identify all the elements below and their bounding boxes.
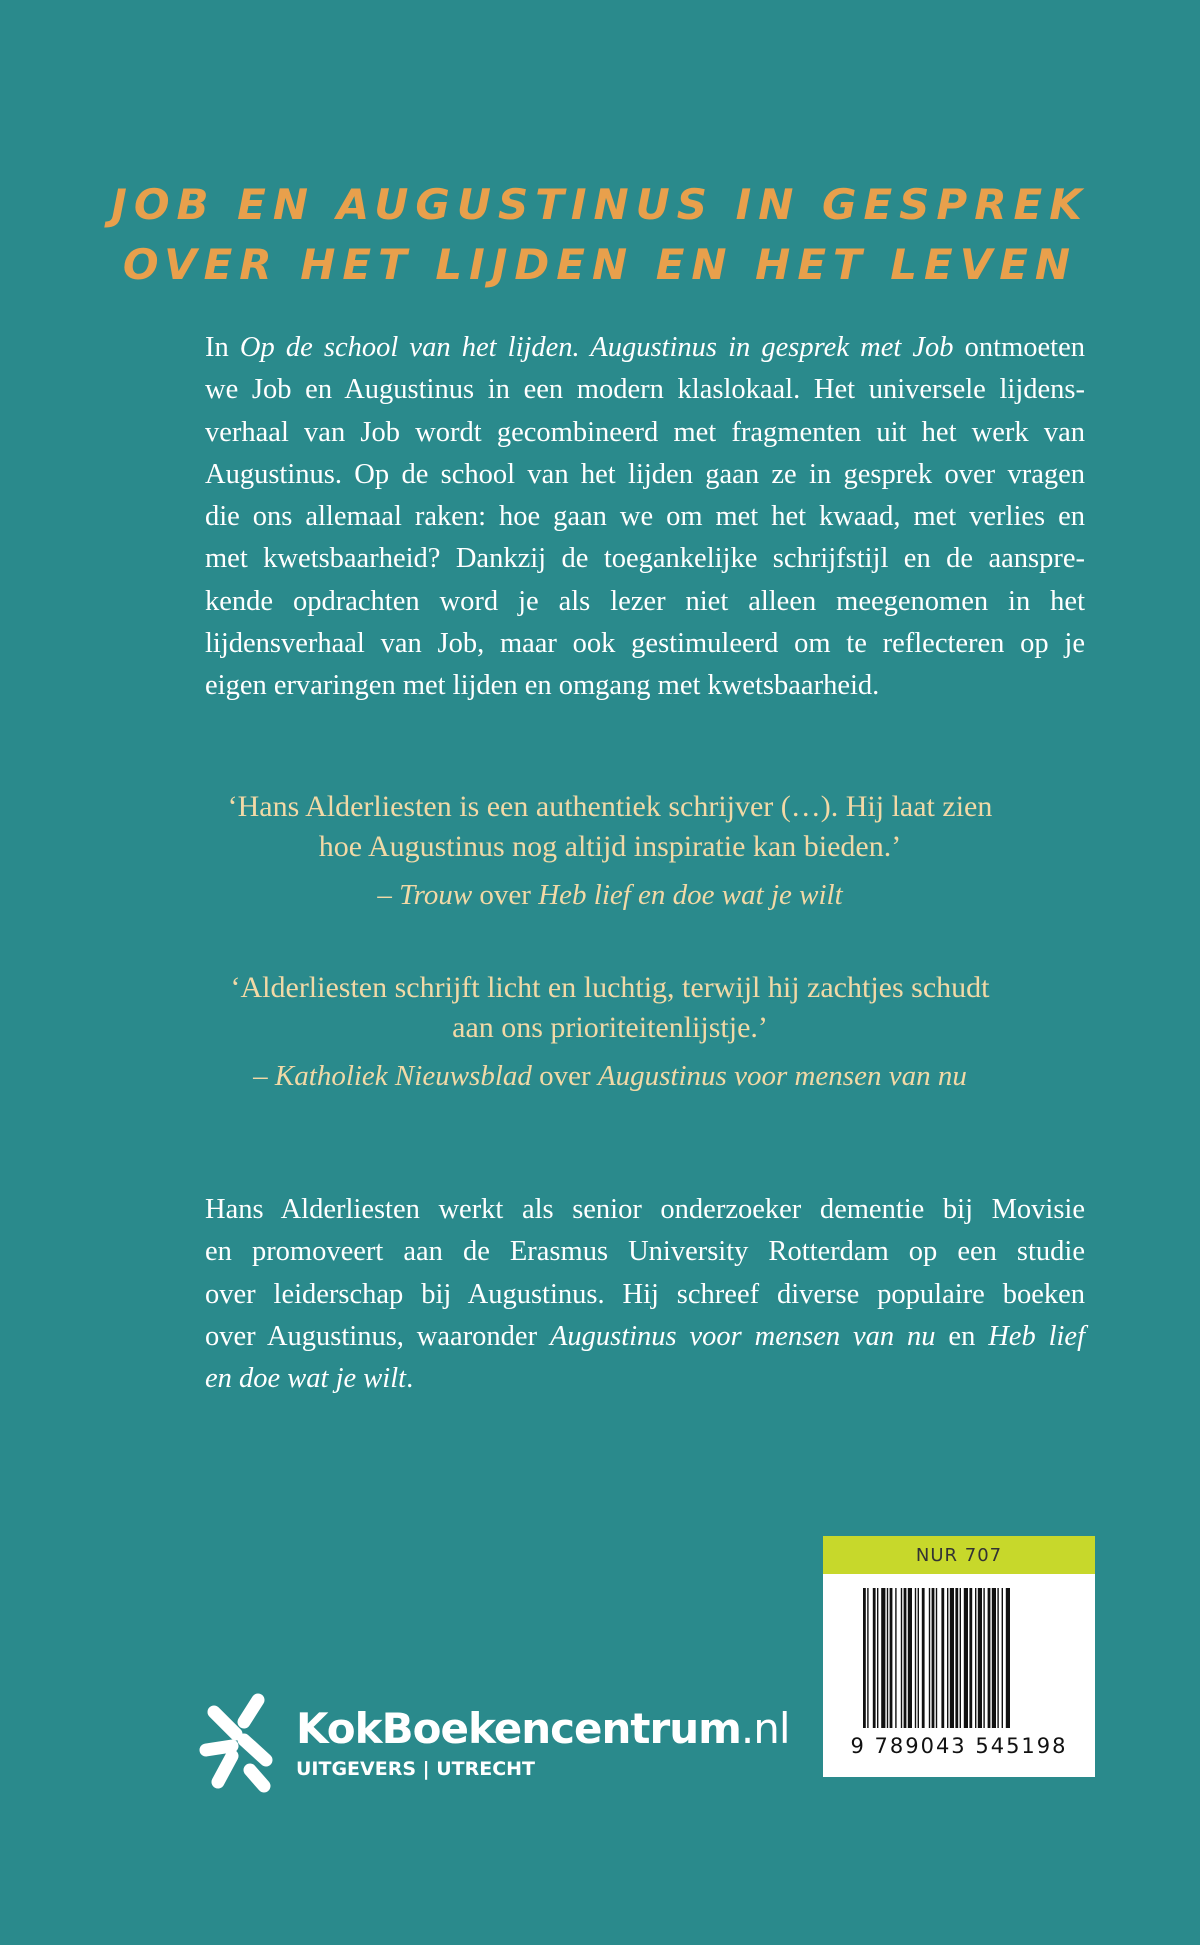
- barcode-bar: [932, 1588, 935, 1728]
- blurb-line: Augustinus. Op de school van het lijden gaan ze in gesprek over vragen: [205, 458, 1085, 490]
- quote-line: aan ons prioriteitenlijstje.’: [452, 1011, 768, 1044]
- barcode-bar: [964, 1588, 968, 1728]
- blurb-line: die ons allemaal raken: hoe gaan we om met het kwaad, met verlies en: [205, 501, 1085, 533]
- barcode-bar: [947, 1588, 948, 1728]
- barcode-bars: [863, 1588, 1063, 1728]
- barcode-bar: [941, 1588, 944, 1728]
- author-bio: [205, 1189, 1085, 1400]
- barcode-bar: [955, 1588, 958, 1728]
- barcode-bar: [960, 1588, 961, 1728]
- bio-line: en promoveert aan de Erasmus University Rotterdam op een studie: [205, 1236, 1085, 1268]
- barcode-bar: [936, 1588, 937, 1728]
- blurb-line: lijdensverhaal van Job, maar ook gestimuleerd om te reflecteren op je: [205, 628, 1085, 660]
- blurb-line: met kwetsbaarheid? Dankzij de toegankelijke schrijfstijl en de aanspre-: [205, 543, 1085, 575]
- barcode-bar: [877, 1588, 878, 1728]
- barcode-bar: [988, 1588, 991, 1728]
- bio-line: over leiderschap bij Augustinus. Hij schreef diverse populaire boeken: [205, 1278, 1085, 1310]
- bio-line: [205, 1316, 1085, 1358]
- book-title: Op de school van het lijden. Augustinus in gesprek met Job: [239, 332, 954, 363]
- barcode-bar: [918, 1588, 919, 1728]
- barcode-bar: [922, 1588, 925, 1728]
- attribution-dash: –: [253, 1060, 275, 1092]
- barcode-bar: [975, 1588, 976, 1728]
- headline-line-2: OVER HET LIJDEN EN HET LEVEN: [122, 240, 1078, 289]
- blurb-line: eigen ervaringen met lijden en omgang met kwetsbaarheid.: [205, 670, 880, 702]
- barcode-bar: [881, 1588, 885, 1728]
- attribution-source: Trouw: [399, 879, 473, 911]
- blurb-line: kende opdrachten word je als lezer niet alleen meegenomen in het: [205, 585, 1085, 617]
- quote-attribution: [0, 875, 1200, 915]
- quote-line: ‘Alderliesten schrijft licht en luchtig, terwijl hij zachtjes schudt: [230, 971, 990, 1004]
- bio-text: over Augustinus, waaronder: [205, 1320, 550, 1352]
- blurb-line: verhaal van Job wordt gecombineerd met fragmenten uit het werk van: [205, 416, 1085, 448]
- attribution-over: over: [472, 879, 539, 911]
- barcode-bar: [969, 1588, 972, 1728]
- barcode-bar: [992, 1588, 996, 1728]
- barcode-bar: [904, 1588, 907, 1728]
- bio-line: Hans Alderliesten werkt als senior onderzoeker dementie bij Movisie: [205, 1194, 1085, 1225]
- attribution-over: over: [531, 1060, 598, 1092]
- barcode: [823, 1574, 1095, 1777]
- attribution-title: Augustinus voor mensen van nu: [597, 1060, 967, 1092]
- barcode-bar: [873, 1588, 876, 1728]
- publisher-tagline: UITGEVERS | UTRECHT: [296, 1758, 536, 1780]
- blurb-text: ontmoeten: [953, 332, 1085, 363]
- bio-text: .: [406, 1363, 414, 1395]
- barcode-bar: [997, 1588, 998, 1728]
- headline: [0, 175, 1200, 295]
- attribution-source: Katholiek Nieuwsblad: [274, 1060, 532, 1092]
- quote-text: [0, 968, 1200, 1048]
- attribution-title: Heb lief en doe wat je wilt: [538, 879, 843, 911]
- barcode-bar: [978, 1588, 982, 1728]
- quote-line: ‘Hans Alderliesten is een authentiek schrijver (…). Hij laat zien: [227, 790, 993, 823]
- barcode-bar: [915, 1588, 916, 1728]
- headline-line-1: JOB EN AUGUSTINUS IN GESPREK: [111, 180, 1089, 229]
- quote-attribution: [0, 1056, 1200, 1096]
- blurb-line: we Job en Augustinus in een modern klaslokaal. Het universele lijdens-: [205, 374, 1085, 406]
- book-title: en doe wat je wilt: [205, 1363, 407, 1395]
- barcode-bar: [901, 1588, 902, 1728]
- nur-code: NUR 707: [823, 1536, 1095, 1574]
- bio-text: en: [935, 1320, 989, 1352]
- quote-text: [0, 787, 1200, 867]
- book-title: Heb lief: [988, 1320, 1085, 1352]
- barcode-bar: [863, 1588, 866, 1728]
- barcode-bar: [908, 1588, 912, 1728]
- blurb: [205, 327, 1085, 708]
- barcode-bar: [890, 1588, 893, 1728]
- barcode-bar: [950, 1588, 954, 1728]
- barcode-bar: [983, 1588, 984, 1728]
- isbn-number: 9 789043 545198: [850, 1734, 1068, 1758]
- blurb-text: In: [205, 332, 240, 363]
- quote-katholiek-nieuwsblad: [0, 968, 1200, 1096]
- quote-trouw: [0, 787, 1200, 915]
- barcode-bar: [867, 1588, 868, 1728]
- kok-star-icon: [196, 1690, 276, 1800]
- barcode-bar: [1006, 1588, 1010, 1728]
- publisher-name: KokBoekencentrum.nl: [296, 1704, 790, 1753]
- barcode-bar: [895, 1588, 896, 1728]
- barcode-bar: [929, 1588, 930, 1728]
- publisher-logo: [196, 1690, 790, 1800]
- book-title: Augustinus voor mensen van nu: [549, 1320, 936, 1352]
- bio-line: [205, 1358, 1085, 1400]
- barcode-bar: [887, 1588, 888, 1728]
- blurb-line: [205, 327, 1085, 369]
- quote-line: hoe Augustinus nog altijd inspiratie kan bieden.’: [318, 830, 902, 863]
- attribution-dash: –: [377, 879, 400, 911]
- barcode-bar: [1002, 1588, 1003, 1728]
